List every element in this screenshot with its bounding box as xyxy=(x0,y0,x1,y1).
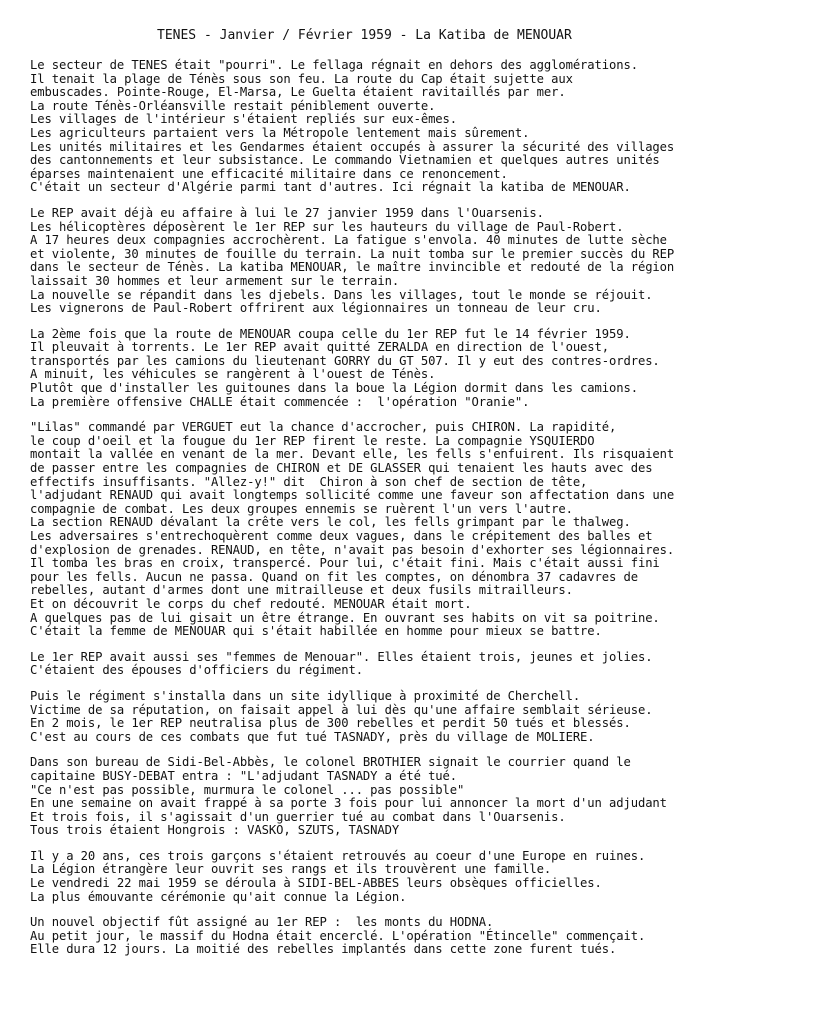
paragraph-8 xyxy=(30,850,800,904)
text-line: Et on découvrit le corps du chef redouté. MENOUAR était mort. xyxy=(30,596,472,611)
text-line: l'adjudant RENAUD qui avait longtemps sollicité comme une faveur son affectation dans une xyxy=(30,488,675,503)
paragraph-3 xyxy=(30,328,800,410)
text-line: Les unités militaires et les Gendarmes étaient occupés à assurer la sécurité des villages xyxy=(30,139,675,154)
text-line: "Ce n'est pas possible, murmura le colonel ... pas possible" xyxy=(30,782,465,797)
paragraph-1 xyxy=(30,59,800,195)
text-line: Le secteur de TENES était "pourri". Le fellaga régnait en dehors des agglomérations. xyxy=(30,58,638,72)
text-line: A quelques pas de lui gisait un être étrange. En ouvrant ses habits on vit sa poitrine. xyxy=(30,610,660,625)
text-line: Le 1er REP avait aussi ses "femmes de Menouar". Elles étaient trois, jeunes et jolies. xyxy=(30,649,653,664)
document-title: TENES - Janvier / Février 1959 - La Katiba de MENOUAR xyxy=(157,28,572,43)
text-line: éparses maintenaient une efficacité militaire dans ce renoncement. xyxy=(30,166,508,181)
paragraph-6 xyxy=(30,690,800,744)
paragraph-4 xyxy=(30,421,800,639)
text-line: Un nouvel objectif fût assigné au 1er REP : les monts du HODNA. xyxy=(30,915,494,930)
text-line: La plus émouvante cérémonie qu'ait connue la Légion. xyxy=(30,889,407,904)
text-line: Puis le régiment s'installa dans un site idyllique à proximité de Cherchell. xyxy=(30,688,581,703)
text-line: La 2ème fois que la route de MENOUAR coupa celle du 1er REP fut le 14 février 1959. xyxy=(30,326,631,341)
text-line: Le REP avait déjà eu affaire à lui le 27 janvier 1959 dans l'Ouarsenis. xyxy=(30,205,544,220)
text-line: dans le secteur de Ténès. La katiba MENOUAR, le maître invincible et redouté de la région xyxy=(30,260,675,275)
text-line: Les agriculteurs partaient vers la Métropole lentement mais sûrement. xyxy=(30,125,530,140)
paragraph-5 xyxy=(30,651,800,678)
text-line: Plutôt que d'installer les guitounes dans la boue la Légion dormit dans les camions. xyxy=(30,381,638,396)
text-line: En une semaine on avait frappé à sa porte 3 fois pour lui annoncer la mort d'un adjudant xyxy=(30,796,667,811)
text-line: rebelles, autant d'armes dont une mitrailleuse et deux fusils mitrailleurs. xyxy=(30,583,573,598)
text-line: La Légion étrangère leur ouvrit ses rangs et ils trouvèrent une famille. xyxy=(30,862,552,877)
text-line: C'était la femme de MENOUAR qui s'était habillée en homme pour mieux se battre. xyxy=(30,624,602,639)
text-line: Les villages de l'intérieur s'étaient repliés sur eux-êmes. xyxy=(30,112,458,127)
text-line: La première offensive CHALLE était commencée : l'opération "Oranie". xyxy=(30,394,530,409)
text-line: Elle dura 12 jours. La moitié des rebelles implantés dans cette zone furent tués. xyxy=(30,942,617,957)
text-line: Les vignerons de Paul-Robert offrirent aux légionnaires un tonneau de leur cru. xyxy=(30,301,602,316)
text-line: embuscades. Pointe-Rouge, El-Marsa, Le Guelta étaient ravitaillés par mer. xyxy=(30,85,566,100)
text-line: En 2 mois, le 1er REP neutralisa plus de 300 rebelles et perdit 50 tués et blessés. xyxy=(30,716,631,731)
document-body xyxy=(30,59,800,957)
text-line: Il tomba les bras en croix, transpercé. Pour lui, c'était fini. Mais c'était aussi fini xyxy=(30,556,660,571)
text-line: laissait 30 hommes et leur armement sur le terrain. xyxy=(30,273,400,288)
text-line: capitaine BUSY-DEBAT entra : "L'adjudant TASNADY a été tué. xyxy=(30,768,458,783)
text-line: Tous trois étaient Hongrois : VASKO, SZUTS, TASNADY xyxy=(30,823,400,838)
text-line: d'explosion de grenades. RENAUD, en tête, n'avait pas besoin d'exhorter ses légionnaires. xyxy=(30,542,675,557)
text-line: Les hélicoptères déposèrent le 1er REP sur les hauteurs du village de Paul-Robert. xyxy=(30,219,624,234)
text-line: Au petit jour, le massif du Hodna était encerclé. L'opération "Étincelle" commençait. xyxy=(30,928,646,943)
text-line: Il pleuvait à torrents. Le 1er REP avait quitté ZERALDA en direction de l'ouest, xyxy=(30,340,610,355)
text-line: compagnie de combat. Les deux groupes ennemis se ruèrent l'un vers l'autre. xyxy=(30,501,573,516)
text-line: montait la vallée en venant de la mer. Devant elle, les fells s'enfuirent. Ils risquaient xyxy=(30,447,675,462)
text-line: le coup d'oeil et la fougue du 1er REP firent le reste. La compagnie YSQUIERDO xyxy=(30,433,595,448)
text-line: C'étaient des épouses d'officiers du régiment. xyxy=(30,663,363,678)
text-line: de passer entre les compagnies de CHIRON et DE GLASSER qui tenaient les hauts avec des xyxy=(30,461,653,476)
text-line: C'est au cours de ces combats que fut tué TASNADY, près du village de MOLIERE. xyxy=(30,729,595,744)
text-line: Il tenait la plage de Ténès sous son feu. La route du Cap était sujette aux xyxy=(30,71,573,86)
text-line: des cantonnements et leur subsistance. Le commando Vietnamien et quelques autres unités xyxy=(30,153,660,168)
text-line: "Lilas" commandé par VERGUET eut la chance d'accrocher, puis CHIRON. La rapidité, xyxy=(30,420,617,435)
text-line: Il y a 20 ans, ces trois garçons s'étaient retrouvés au coeur d'une Europe en ruines. xyxy=(30,848,646,863)
text-line: A minuit, les véhicules se rangèrent à l'ouest de Ténès. xyxy=(30,367,436,382)
text-line: La nouvelle se répandit dans les djebels. Dans les villages, tout le monde se réjouit. xyxy=(30,287,653,302)
text-line: La section RENAUD dévalant la crête vers le col, les fells grimpant par le thalweg. xyxy=(30,515,631,530)
text-line: Le vendredi 22 mai 1959 se déroula à SIDI-BEL-ABBES leurs obsèques officielles. xyxy=(30,876,602,891)
text-line: et violente, 30 minutes de fouille du terrain. La nuit tomba sur le premier succès du REP xyxy=(30,246,675,261)
paragraph-9 xyxy=(30,916,800,957)
paragraph-7 xyxy=(30,756,800,838)
text-line: A 17 heures deux compagnies accrochèrent. La fatigue s'envola. 40 minutes de lutte sèche xyxy=(30,233,667,248)
text-line: Et trois fois, il s'agissait d'un guerrier tué au combat dans l'Ouarsenis. xyxy=(30,809,566,824)
text-line: transportés par les camions du lieutenant GORRY du GT 507. Il y eut des contres-ordres. xyxy=(30,353,660,368)
text-line: C'était un secteur d'Algérie parmi tant d'autres. Ici régnait la katiba de MENOUAR. xyxy=(30,180,631,195)
text-line: Victime de sa réputation, on faisait appel à lui dès qu'une affaire semblait sérieuse. xyxy=(30,702,653,717)
paragraph-2 xyxy=(30,207,800,316)
text-line: effectifs insuffisants. "Allez-y!" dit Chiron à son chef de section de tête, xyxy=(30,474,588,489)
text-line: Les adversaires s'entrechoquèrent comme deux vagues, dans le crépitement des balles et xyxy=(30,529,653,543)
text-line: La route Ténès-Orléansville restait péniblement ouverte. xyxy=(30,98,436,113)
text-line: pour les fells. Aucun ne passa. Quand on fit les comptes, on dénombra 37 cadavres de xyxy=(30,569,638,584)
text-line: Dans son bureau de Sidi-Bel-Abbès, le colonel BROTHIER signait le courrier quand le xyxy=(30,755,631,770)
document-page xyxy=(30,28,800,969)
